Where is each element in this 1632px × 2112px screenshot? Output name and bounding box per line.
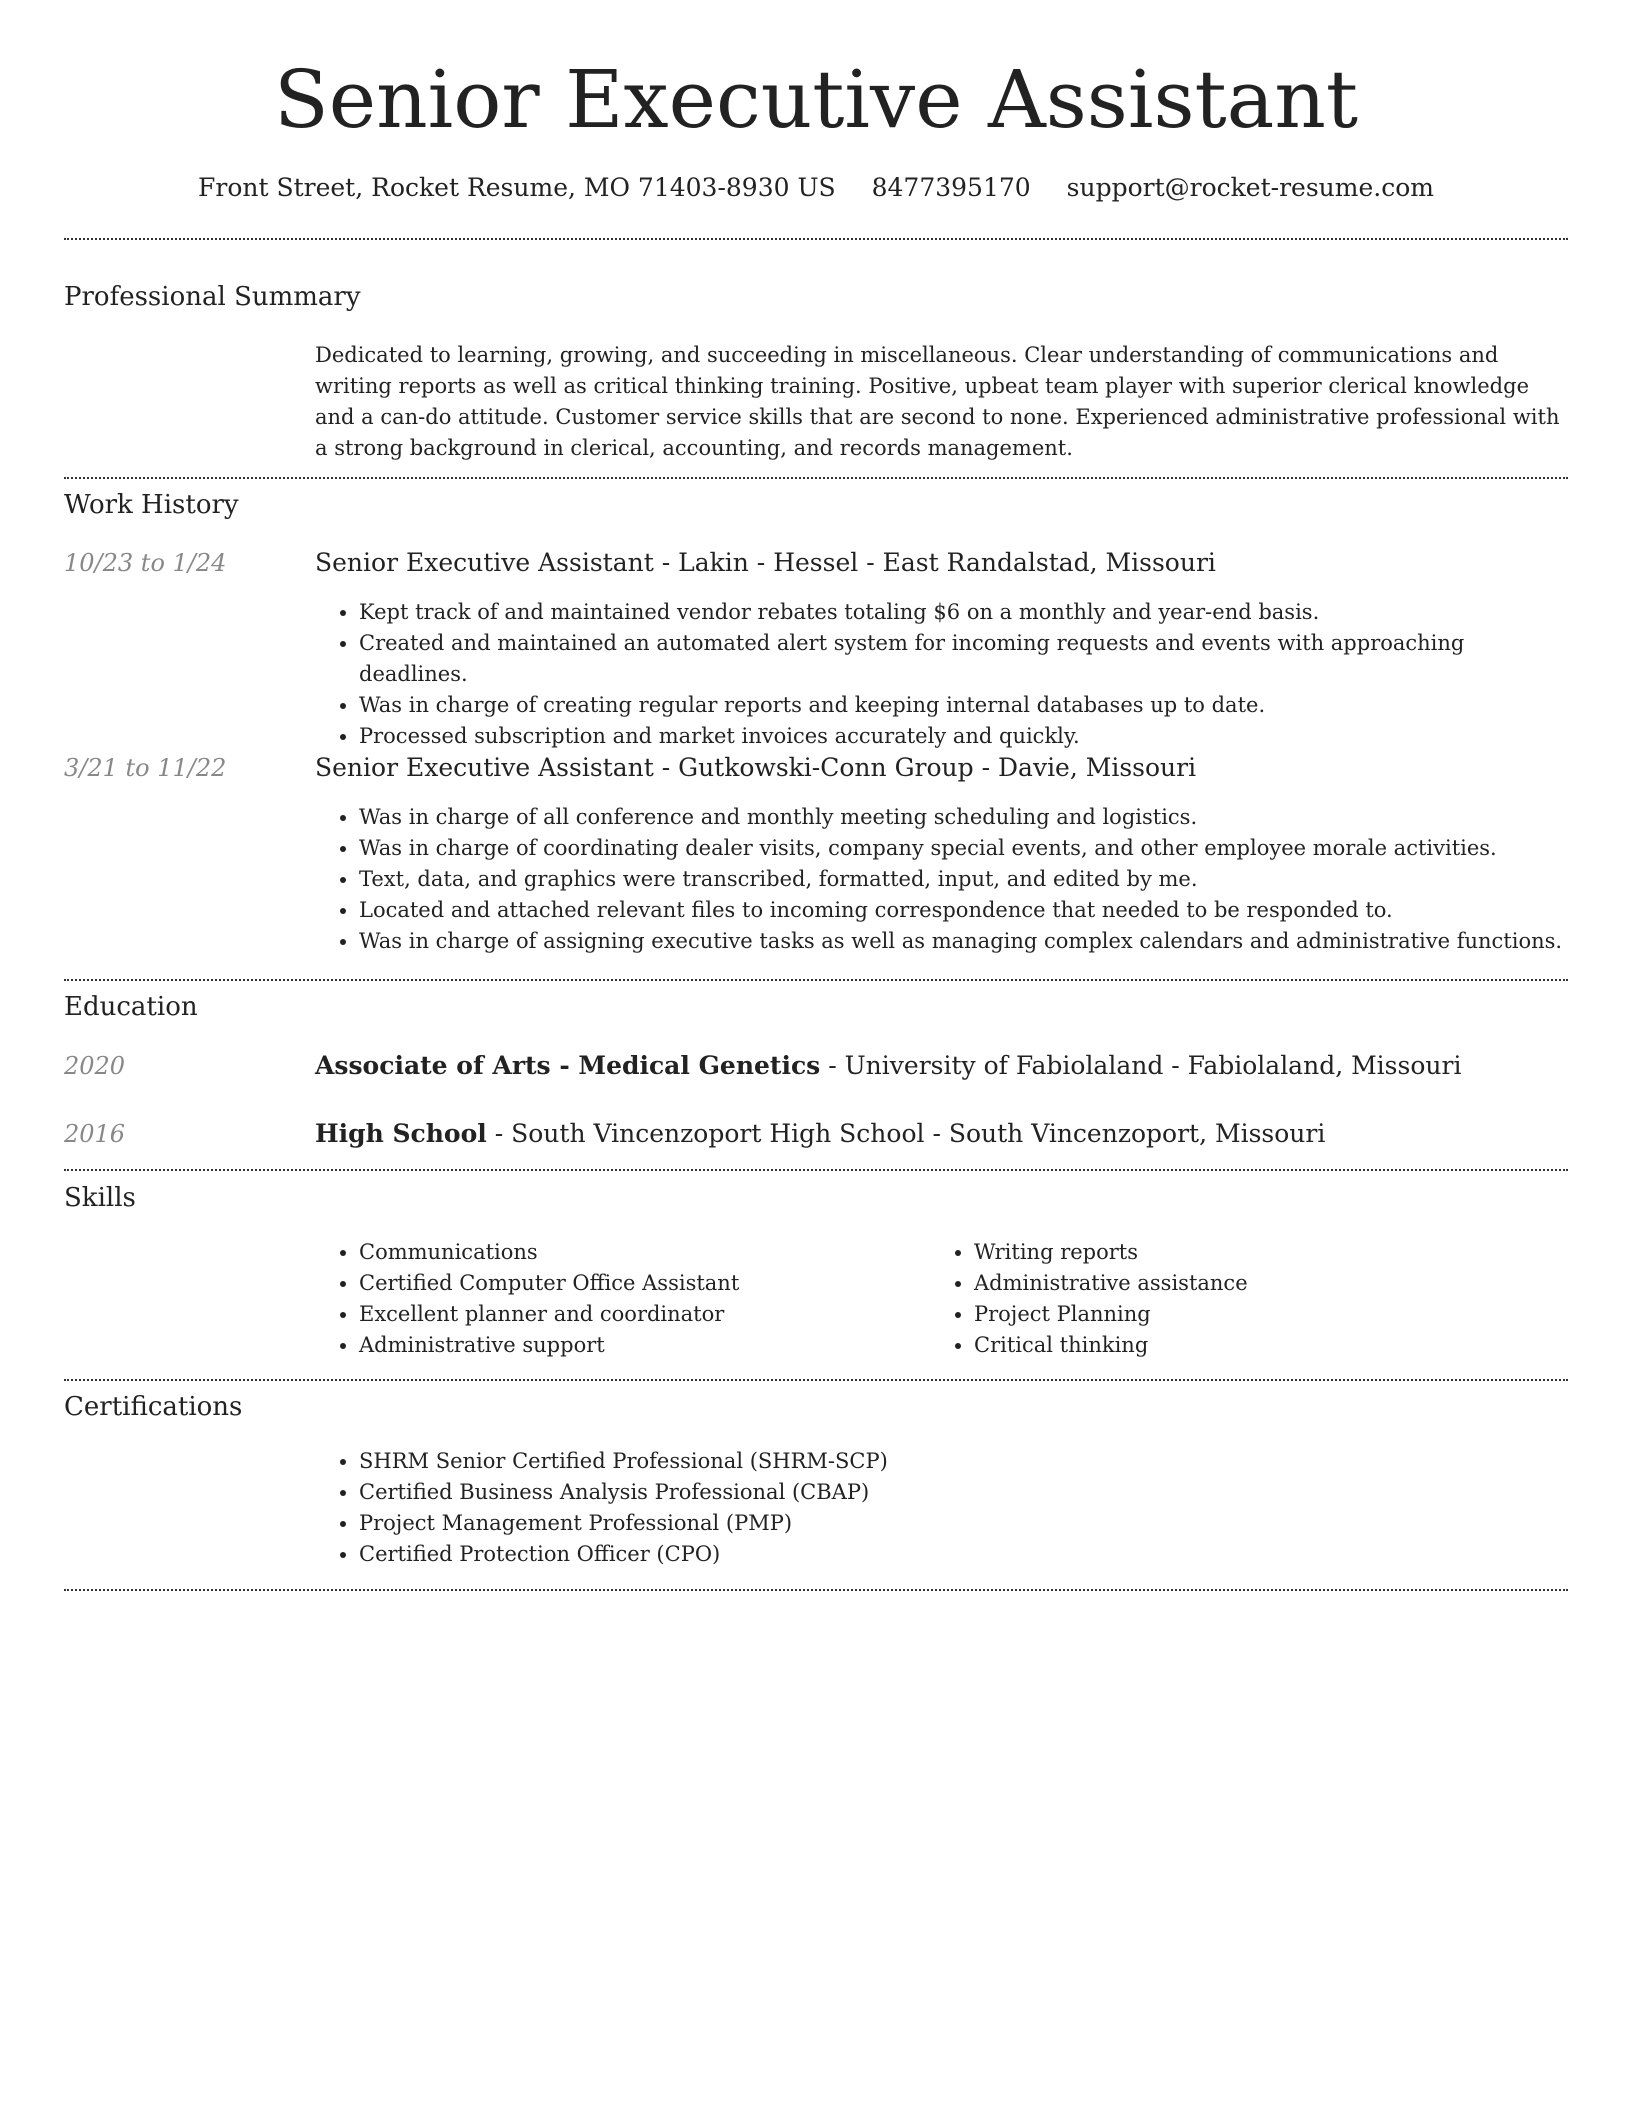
list-item: • Located and attached relevant files to incoming correspondence that needed to be responded to. — [359, 895, 1568, 926]
list-item: • Project Management Professional (PMP) — [359, 1508, 1568, 1539]
list-item: • Certified Computer Office Assistant — [359, 1268, 929, 1299]
section-divider — [64, 477, 1568, 479]
list-item: • Created and maintained an automated alert system for incoming requests and events with approaching deadlines. — [359, 628, 1568, 690]
education-details: - University of Fabiolaland - Fabiolaland, Missouri — [820, 1051, 1462, 1080]
list-item: • Certified Protection Officer (CPO) — [359, 1539, 1568, 1570]
job-title — [315, 546, 1216, 580]
education-year: 2020 — [64, 1052, 126, 1080]
skills-list-left — [315, 1237, 929, 1361]
list-item: • Text, data, and graphics were transcribed, formatted, input, and edited by me. — [359, 864, 1568, 895]
list-item: • Administrative support — [359, 1330, 929, 1361]
job-bullets — [315, 597, 1568, 752]
job-role: Senior Executive Assistant — [315, 548, 654, 577]
skills-heading: Skills — [64, 1183, 136, 1213]
list-item: • Was in charge of coordinating dealer visits, company special events, and other employee morale activities. — [359, 833, 1568, 864]
education-degree: High School — [315, 1119, 487, 1148]
summary-text: Dedicated to learning, growing, and succeeding in miscellaneous. Clear understanding of communications and writing reports as well as critical thinking training. Positive, upbeat team player with superior clerical knowledge and a can-do attitude. Customer service skills that are second to none. Experienced administrative professional with a strong background in clerical, accounting, and records management. — [315, 343, 1560, 460]
job-dates: 3/21 to 11/22 — [64, 754, 227, 782]
list-item: • Critical thinking — [974, 1330, 1564, 1361]
list-item: • Project Planning — [974, 1299, 1564, 1330]
contact-line — [64, 168, 1568, 208]
certifications-heading: Certifications — [64, 1392, 243, 1422]
contact-address: Front Street, Rocket Resume, MO 71403-8930 US — [198, 173, 836, 202]
contact-email: support@rocket-resume.com — [1066, 173, 1434, 202]
section-divider — [64, 1589, 1568, 1591]
skills-list-right — [930, 1237, 1564, 1361]
education-heading: Education — [64, 992, 198, 1022]
list-item: • Kept track of and maintained vendor rebates totaling $6 on a monthly and year-end basis. — [359, 597, 1568, 628]
job-dates: 10/23 to 1/24 — [64, 549, 227, 577]
section-divider — [64, 1169, 1568, 1171]
section-divider — [64, 1379, 1568, 1381]
job-role: Senior Executive Assistant — [315, 753, 654, 782]
list-item: • Certified Business Analysis Professional (CBAP) — [359, 1477, 1568, 1508]
list-item: • Writing reports — [974, 1237, 1564, 1268]
job-details: - Lakin - Hessel - East Randalstad, Missouri — [653, 548, 1216, 577]
summary-heading: Professional Summary — [64, 282, 361, 312]
list-item: • Was in charge of assigning executive tasks as well as managing complex calendars and administrative functions. — [359, 926, 1568, 957]
section-divider — [64, 238, 1568, 240]
certifications-list — [315, 1446, 1568, 1570]
contact-phone: 8477395170 — [871, 173, 1031, 202]
education-year: 2016 — [64, 1120, 126, 1148]
list-item: • SHRM Senior Certified Professional (SHRM-SCP) — [359, 1446, 1568, 1477]
job-bullets — [315, 802, 1568, 957]
list-item: • Excellent planner and coordinator — [359, 1299, 929, 1330]
candidate-name: Senior Executive Assistant — [273, 53, 1359, 146]
list-item: • Was in charge of creating regular reports and keeping internal databases up to date. — [359, 690, 1568, 721]
list-item: • Was in charge of all conference and monthly meeting scheduling and logistics. — [359, 802, 1568, 833]
job-title — [315, 751, 1196, 785]
education-entry — [315, 1117, 1325, 1151]
list-item: • Administrative assistance — [974, 1268, 1564, 1299]
education-entry — [315, 1049, 1461, 1083]
list-item: • Communications — [359, 1237, 929, 1268]
work-history-heading: Work History — [64, 490, 239, 520]
education-degree: Associate of Arts - Medical Genetics — [315, 1051, 821, 1080]
job-details: - Gutkowski-Conn Group - Davie, Missouri — [653, 753, 1197, 782]
list-item: • Processed subscription and market invoices accurately and quickly. — [359, 721, 1568, 752]
education-details: - South Vincenzoport High School - South Vincenzoport, Missouri — [486, 1119, 1326, 1148]
section-divider — [64, 979, 1568, 981]
